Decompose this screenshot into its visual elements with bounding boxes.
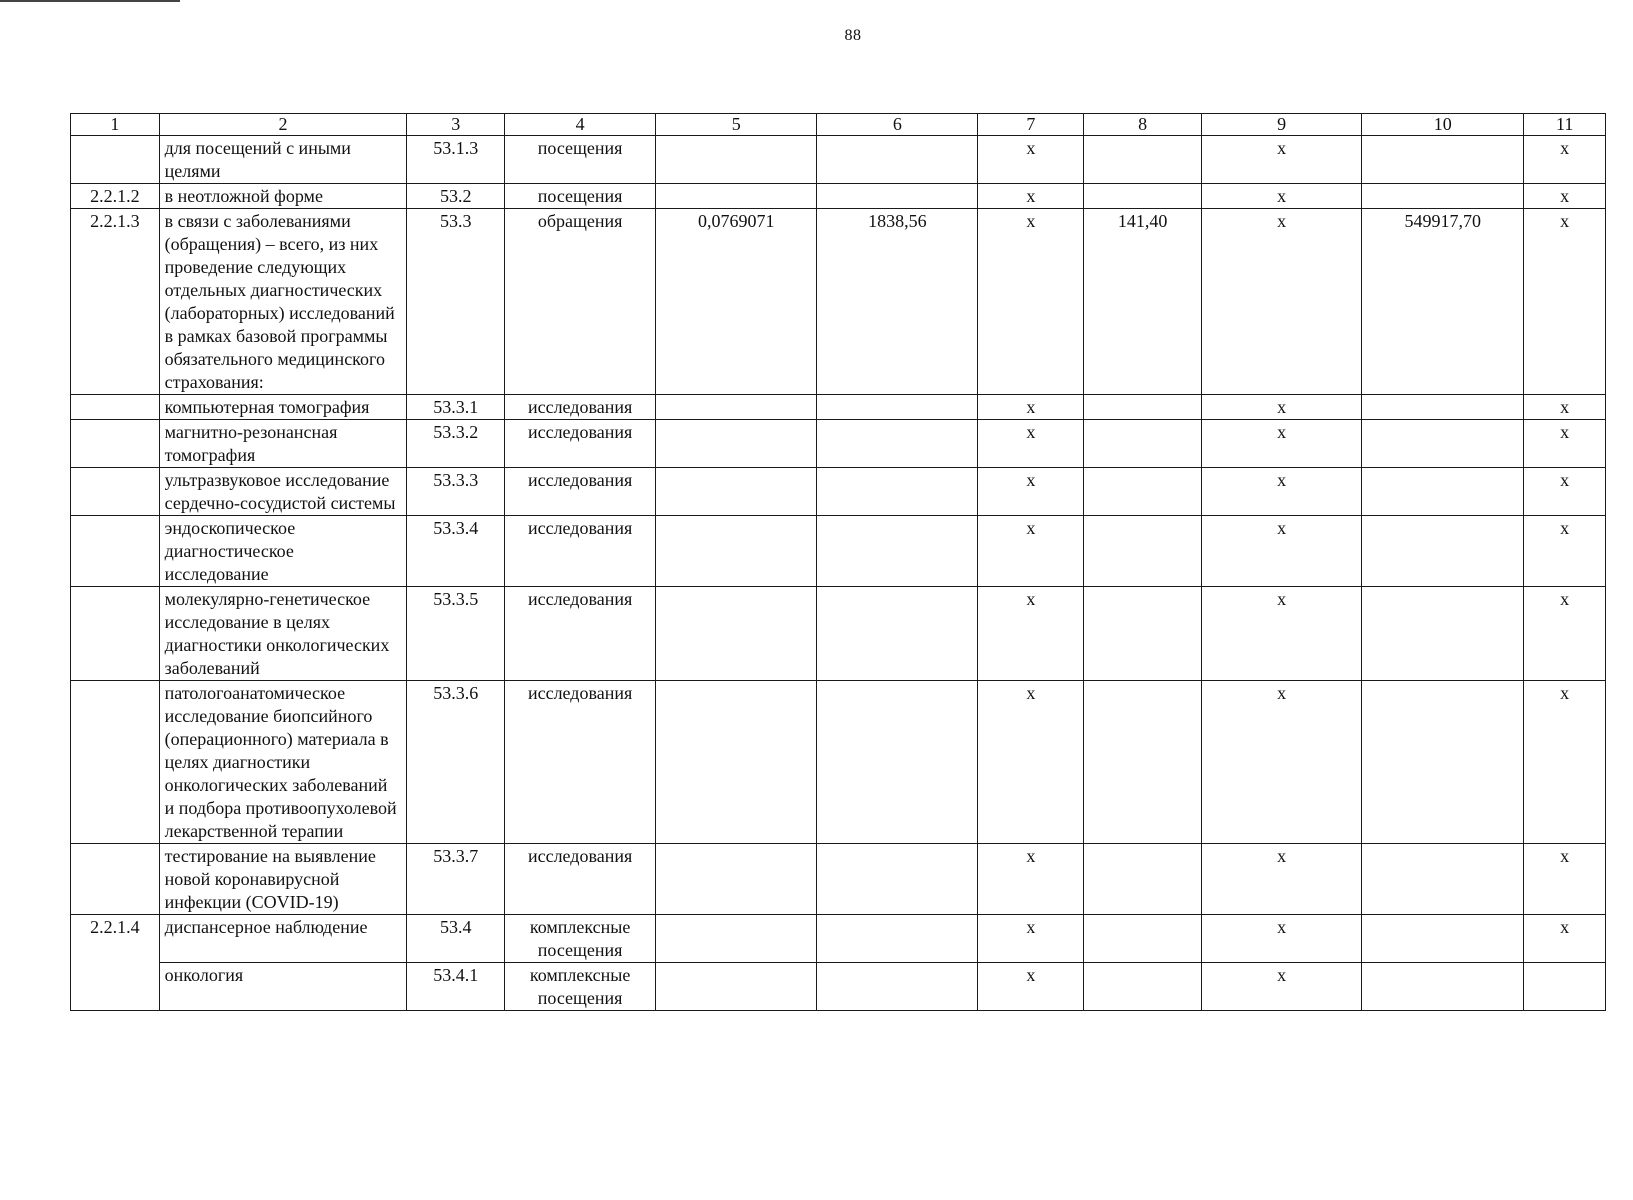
row-unit: комплексные посещения <box>505 915 656 963</box>
row-col11: х <box>1524 844 1606 915</box>
row-col11: х <box>1524 420 1606 468</box>
row-col7: х <box>978 587 1084 681</box>
row-col6 <box>817 963 978 1011</box>
row-col6 <box>817 468 978 516</box>
column-header: 5 <box>656 114 817 136</box>
row-unit: обращения <box>505 209 656 395</box>
row-col5 <box>656 587 817 681</box>
row-col6 <box>817 915 978 963</box>
scan-edge-line <box>0 0 180 2</box>
row-description: онкология <box>159 963 407 1011</box>
row-col10 <box>1362 420 1524 468</box>
table-row <box>71 963 1606 1011</box>
table-row <box>71 136 1606 184</box>
row-col8 <box>1084 681 1202 844</box>
row-col11: х <box>1524 136 1606 184</box>
row-description: диспансерное наблюдение <box>159 915 407 963</box>
row-description: молекулярно-генетическое исследование в целях диагностики онкологических заболеваний <box>159 587 407 681</box>
row-col5 <box>656 136 817 184</box>
row-number <box>71 420 160 468</box>
row-code: 53.1.3 <box>407 136 505 184</box>
row-code: 53.3.3 <box>407 468 505 516</box>
page-number: 88 <box>844 27 862 44</box>
row-code: 53.4 <box>407 915 505 963</box>
row-col10 <box>1362 516 1524 587</box>
row-col6 <box>817 844 978 915</box>
table-row <box>71 420 1606 468</box>
row-col5 <box>656 963 817 1011</box>
row-number <box>71 468 160 516</box>
column-header: 2 <box>159 114 407 136</box>
row-col5 <box>656 516 817 587</box>
column-header: 10 <box>1362 114 1524 136</box>
row-col9: х <box>1202 516 1362 587</box>
row-col9: х <box>1202 184 1362 209</box>
row-col9: х <box>1202 915 1362 963</box>
row-unit: исследования <box>505 395 656 420</box>
row-col7: х <box>978 516 1084 587</box>
row-col5 <box>656 844 817 915</box>
row-col11: х <box>1524 681 1606 844</box>
row-unit: исследования <box>505 516 656 587</box>
row-code: 53.4.1 <box>407 963 505 1011</box>
row-col5 <box>656 468 817 516</box>
row-col6 <box>817 136 978 184</box>
row-col10: 549917,70 <box>1362 209 1524 395</box>
row-unit: исследования <box>505 681 656 844</box>
row-col9: х <box>1202 963 1362 1011</box>
row-unit: исследования <box>505 420 656 468</box>
row-col10 <box>1362 681 1524 844</box>
row-code: 53.3.5 <box>407 587 505 681</box>
row-col5 <box>656 420 817 468</box>
row-code: 53.3.1 <box>407 395 505 420</box>
row-description: для посещений с иными целями <box>159 136 407 184</box>
row-col11: х <box>1524 395 1606 420</box>
row-col10 <box>1362 587 1524 681</box>
row-col11: х <box>1524 209 1606 395</box>
column-header: 4 <box>505 114 656 136</box>
row-number: 2.2.1.4 <box>71 915 160 1011</box>
table-row <box>71 915 1606 963</box>
table-row <box>71 395 1606 420</box>
row-col5 <box>656 915 817 963</box>
row-col9: х <box>1202 844 1362 915</box>
table-row <box>71 209 1606 395</box>
row-col8 <box>1084 844 1202 915</box>
column-header: 3 <box>407 114 505 136</box>
row-description: в связи с заболеваниями (обращения) – всего, из них проведение следующих отдельных диагностических (лабораторных) исследований в рамках базовой программы обязательного медицинского страхования: <box>159 209 407 395</box>
row-col9: х <box>1202 395 1362 420</box>
row-description: компьютерная томография <box>159 395 407 420</box>
tariff-table <box>70 113 1606 1011</box>
row-col6 <box>817 587 978 681</box>
row-number <box>71 395 160 420</box>
row-number <box>71 136 160 184</box>
column-header: 7 <box>978 114 1084 136</box>
column-header: 11 <box>1524 114 1606 136</box>
row-col7: х <box>978 420 1084 468</box>
row-unit: исследования <box>505 468 656 516</box>
row-code: 53.3 <box>407 209 505 395</box>
row-col10 <box>1362 844 1524 915</box>
column-header: 6 <box>817 114 978 136</box>
table-row <box>71 184 1606 209</box>
row-col6 <box>817 395 978 420</box>
row-col7: х <box>978 915 1084 963</box>
row-col9: х <box>1202 209 1362 395</box>
row-col8 <box>1084 963 1202 1011</box>
row-description: ультразвуковое исследование сердечно-сосудистой системы <box>159 468 407 516</box>
table-row <box>71 681 1606 844</box>
row-number <box>71 844 160 915</box>
row-col10 <box>1362 468 1524 516</box>
row-col7: х <box>978 395 1084 420</box>
row-col8 <box>1084 184 1202 209</box>
column-header: 9 <box>1202 114 1362 136</box>
row-description: патологоанатомическое исследование биопсийного (операционного) материала в целях диагностики онкологических заболеваний и подбора противоопухолевой лекарственной терапии <box>159 681 407 844</box>
row-number <box>71 516 160 587</box>
row-col5 <box>656 681 817 844</box>
row-col11: х <box>1524 516 1606 587</box>
row-description: эндоскопическое диагностическое исследование <box>159 516 407 587</box>
column-header: 8 <box>1084 114 1202 136</box>
row-col9: х <box>1202 681 1362 844</box>
column-header: 1 <box>71 114 160 136</box>
row-col8: 141,40 <box>1084 209 1202 395</box>
row-col9: х <box>1202 587 1362 681</box>
tariff-table-container <box>70 113 1606 1011</box>
row-code: 53.3.4 <box>407 516 505 587</box>
row-col7: х <box>978 468 1084 516</box>
row-unit: исследования <box>505 587 656 681</box>
row-number <box>71 681 160 844</box>
row-unit: исследования <box>505 844 656 915</box>
table-row <box>71 468 1606 516</box>
row-code: 53.3.6 <box>407 681 505 844</box>
row-col6: 1838,56 <box>817 209 978 395</box>
row-code: 53.2 <box>407 184 505 209</box>
row-col5: 0,0769071 <box>656 209 817 395</box>
row-number <box>71 587 160 681</box>
row-col10 <box>1362 395 1524 420</box>
row-col11: х <box>1524 587 1606 681</box>
row-col7: х <box>978 209 1084 395</box>
table-row <box>71 516 1606 587</box>
row-col11: х <box>1524 468 1606 516</box>
row-col8 <box>1084 468 1202 516</box>
row-number: 2.2.1.2 <box>71 184 160 209</box>
row-code: 53.3.2 <box>407 420 505 468</box>
row-col10 <box>1362 963 1524 1011</box>
row-col6 <box>817 184 978 209</box>
row-col6 <box>817 516 978 587</box>
row-col11: х <box>1524 915 1606 963</box>
row-col8 <box>1084 915 1202 963</box>
row-col10 <box>1362 136 1524 184</box>
row-col7: х <box>978 184 1084 209</box>
row-code: 53.3.7 <box>407 844 505 915</box>
row-unit: посещения <box>505 184 656 209</box>
row-description: тестирование на выявление новой коронавирусной инфекции (COVID-19) <box>159 844 407 915</box>
row-unit: посещения <box>505 136 656 184</box>
row-description: магнитно-резонансная томография <box>159 420 407 468</box>
table-row <box>71 844 1606 915</box>
row-col11 <box>1524 963 1606 1011</box>
row-col7: х <box>978 963 1084 1011</box>
table-header-row <box>71 114 1606 136</box>
row-col5 <box>656 184 817 209</box>
table-row <box>71 587 1606 681</box>
row-col10 <box>1362 915 1524 963</box>
row-col7: х <box>978 136 1084 184</box>
row-col9: х <box>1202 468 1362 516</box>
row-col7: х <box>978 681 1084 844</box>
row-col8 <box>1084 420 1202 468</box>
row-col7: х <box>978 844 1084 915</box>
row-col10 <box>1362 184 1524 209</box>
row-unit: комплексные посещения <box>505 963 656 1011</box>
row-col11: х <box>1524 184 1606 209</box>
row-description: в неотложной форме <box>159 184 407 209</box>
row-col9: х <box>1202 420 1362 468</box>
row-number: 2.2.1.3 <box>71 209 160 395</box>
row-col8 <box>1084 136 1202 184</box>
row-col8 <box>1084 516 1202 587</box>
row-col8 <box>1084 395 1202 420</box>
row-col6 <box>817 681 978 844</box>
row-col5 <box>656 395 817 420</box>
row-col8 <box>1084 587 1202 681</box>
row-col6 <box>817 420 978 468</box>
row-col9: х <box>1202 136 1362 184</box>
